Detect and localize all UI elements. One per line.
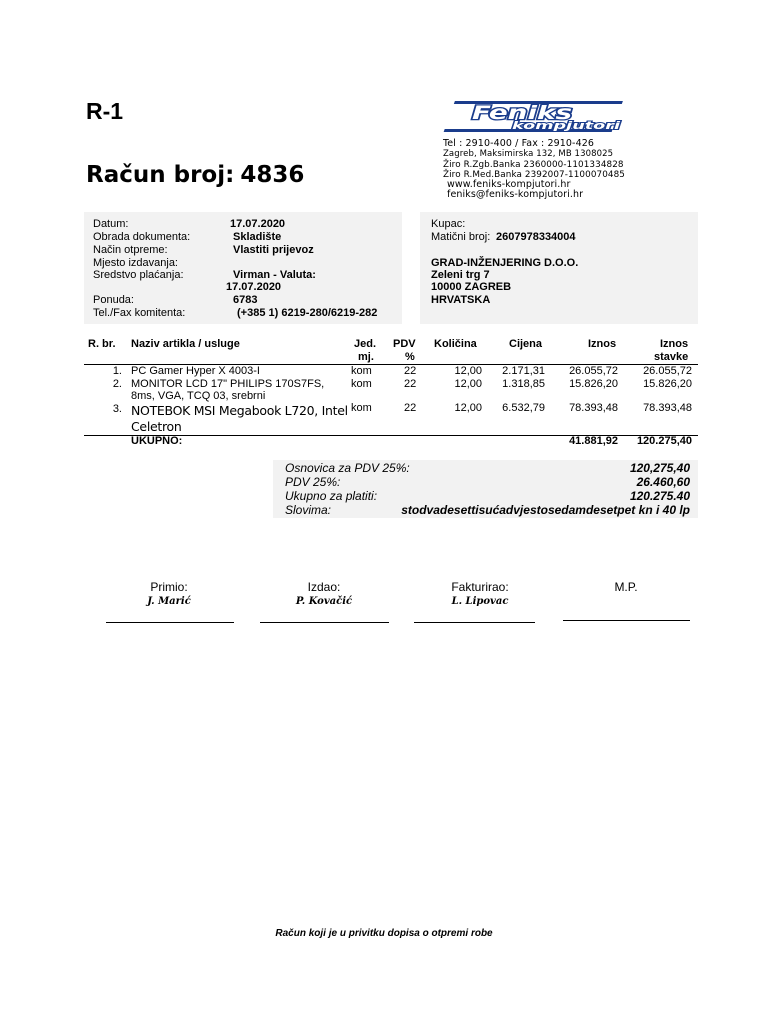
table-total-amount: 41.881,92 (569, 435, 618, 447)
total-payable-value: 120.275.40 (629, 489, 690, 503)
invoiced-by-signature: L. Lipovac (451, 596, 509, 607)
customer-city: 10000 ZAGREB (431, 281, 512, 293)
issued-by-signature: P. Kovačić (295, 596, 353, 607)
row-2-no: 2. (112, 378, 122, 390)
company-logo (442, 98, 628, 136)
seal-line (563, 620, 690, 621)
invoice-number: 4836 (240, 162, 305, 188)
logo-word-kompjutori: kompjutori (512, 119, 621, 132)
company-tel-fax: Tel : 2910-400 / Fax : 2910-426 (443, 138, 595, 149)
col-header-unit-2: mj. (358, 351, 374, 363)
row-3-name-cont: Celetron (131, 419, 182, 434)
place-label: Mjesto izdavanja: (93, 257, 178, 269)
invoiced-by-line (414, 622, 535, 623)
col-header-vat: PDV (393, 338, 416, 350)
phone-value: (+385 1) 6219-280/6219-282 (237, 307, 378, 319)
col-header-vat-2: % (405, 351, 415, 363)
customer-name: GRAD-INŽENJERING D.O.O. (431, 257, 579, 269)
row-3-price: 6.532,79 (502, 402, 545, 414)
row-3-line-total: 78.393,48 (643, 402, 692, 414)
logo-word-feniks: Feniks (472, 102, 572, 124)
row-3-qty: 12,00 (454, 402, 482, 414)
customer-label: Kupac: (431, 218, 466, 230)
row-3-name: NOTEBOK MSI Megabook L720, Intel (131, 403, 348, 418)
customer-street: Zeleni trg 7 (431, 269, 490, 281)
row-2-vat: 22 (404, 378, 417, 390)
row-3-no: 3. (112, 403, 122, 415)
col-header-name: Naziv artikla / usluge (131, 338, 240, 350)
received-by-label: Primio: (150, 580, 188, 594)
company-bank-1: Žiro R.Zgb.Banka 2360000-1101334828 (443, 159, 624, 170)
row-2-name: MONITOR LCD 17" PHILIPS 170S7FS, (131, 378, 325, 390)
row-1-amount: 26.055,72 (569, 365, 618, 377)
col-header-price: Cijena (509, 338, 543, 350)
col-header-line-total: Iznos (660, 338, 689, 350)
row-2-qty: 12,00 (454, 378, 482, 390)
row-1-vat: 22 (404, 365, 417, 377)
shipping-value: Vlastiti prijevoz (233, 244, 314, 256)
row-2-name-cont: 8ms, VGA, TCQ 03, srebrni (131, 390, 266, 402)
vat-base-label: Osnovica za PDV 25%: (285, 461, 410, 475)
row-2-unit: kom (351, 378, 372, 390)
invoiced-by-label: Fakturirao: (451, 580, 509, 594)
vat-label: PDV 25%: (285, 475, 341, 489)
row-1-price: 2.171,31 (502, 365, 545, 377)
payment-date: 17.07.2020 (226, 281, 282, 293)
footer-note: Račun koji je u privitku dopisa o otpremi robe (275, 928, 493, 939)
document-type: R-1 (86, 98, 124, 124)
received-by-line (106, 622, 234, 623)
row-3-amount: 78.393,48 (569, 402, 618, 414)
amount-in-words-value: stodvadesettisućadvjestosedamdesetpet kn i 40 lp (401, 503, 690, 517)
col-header-qty: Količina (434, 338, 477, 350)
offer-label: Ponuda: (93, 294, 134, 306)
invoice-title (86, 162, 304, 188)
customer-id-value: 2607978334004 (496, 231, 576, 243)
shipping-label: Način otpreme: (93, 244, 168, 256)
row-3-unit: kom (351, 402, 372, 414)
received-by-signature: J. Marić (147, 596, 191, 607)
table-total-line: 120.275,40 (636, 435, 692, 447)
phone-label: Tel./Fax komitenta: (93, 307, 186, 319)
payment-label: Sredstvo plaćanja: (93, 269, 184, 281)
processing-label: Obrada dokumenta: (93, 231, 191, 243)
col-header-no: R. br. (88, 338, 116, 350)
company-web: www.feniks-kompjutori.hr (447, 179, 571, 191)
company-email: feniks@feniks-kompjutori.hr (447, 189, 584, 201)
row-1-no: 1. (112, 365, 122, 377)
issued-by-label: Izdao: (307, 580, 341, 594)
company-contact-info (443, 139, 625, 201)
col-header-unit: Jed. (354, 338, 377, 350)
row-2-price: 1.318,85 (502, 378, 545, 390)
row-2-line-total: 15.826,20 (643, 378, 692, 390)
date-value: 17.07.2020 (230, 218, 286, 230)
col-header-amount: Iznos (588, 338, 617, 350)
col-header-line-total-2: stavke (654, 351, 689, 363)
seal-label: M.P. (614, 580, 638, 594)
processing-value: Skladište (233, 231, 282, 243)
customer-country: HRVATSKA (431, 294, 491, 306)
row-1-line-total: 26.055,72 (643, 365, 692, 377)
table-total-label: UKUPNO: (131, 435, 183, 447)
row-2-amount: 15.826,20 (569, 378, 618, 390)
vat-value: 26.460,60 (636, 475, 690, 489)
total-payable-label: Ukupno za platiti: (285, 489, 378, 503)
row-1-qty: 12,00 (454, 365, 482, 377)
row-3-vat: 22 (404, 402, 417, 414)
vat-base-value: 120,275,40 (629, 461, 690, 475)
payment-value: Virman - Valuta: (233, 269, 316, 281)
row-1-name: PC Gamer Hyper X 4003-I (131, 365, 260, 377)
company-bank-2: Žiro R.Med.Banka 2392007-1100070485 (443, 169, 625, 180)
row-1-unit: kom (351, 365, 372, 377)
issued-by-line (260, 622, 389, 623)
invoice-label: Račun broj: (86, 162, 235, 188)
offer-value: 6783 (233, 294, 258, 306)
date-label: Datum: (93, 218, 129, 230)
customer-id-label: Matični broj: (431, 231, 491, 243)
amount-in-words-label: Slovima: (285, 503, 332, 517)
company-address: Zagreb, Maksimirska 132, MB 1308025 (443, 149, 614, 160)
